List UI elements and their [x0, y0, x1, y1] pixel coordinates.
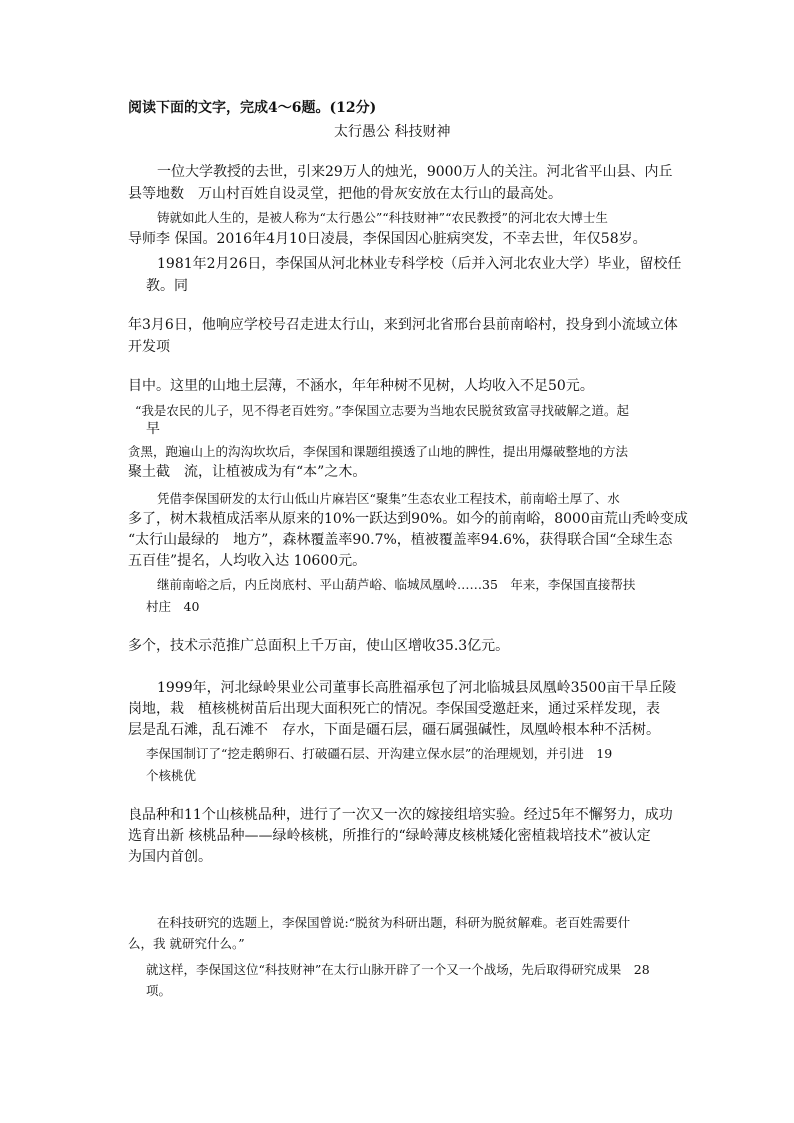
text-line: 为国内首创。: [128, 849, 212, 865]
text-line: 凭借李保国研发的太行山低山片麻岩区“聚集”生态农业工程技术，前南峪土厚了、水: [157, 491, 620, 506]
text-line: 在科技研究的选题上，李保国曾说:“脱贫为科研出题，科研为脱贫解难。老百姓需要什: [157, 915, 631, 930]
text-line: 开发项: [128, 339, 170, 355]
text-line: 个核桃优: [146, 768, 197, 783]
text-line: 么，我 就研究什么。”: [128, 936, 245, 951]
text-line: 李保国制订了“挖走鹅卵石、打破礓石层、开沟建立保水层”的治理规划，并引进 19: [146, 746, 613, 761]
text-line: 岗地，栽 植核桃树苗后出现大面积死亡的情况。李保国受邀赶来，通过采样发现，表: [128, 701, 660, 717]
text-line: 五百佳”提名，人均收入达 10600元。: [128, 553, 367, 569]
text-line: 目中。这里的山地土层薄，不涵水，年年种树不见树，人均收入不足50元。: [128, 378, 594, 394]
text-line: “太行山最绿的 地方”，森林覆盖率90.7%，植被覆盖率94.6%，获得联合国“全球生态: [128, 532, 673, 548]
text-line: 良品种和11个山核桃品种，进行了一次又一次的嫁接组培实验。经过5年不懈努力，成功: [128, 807, 673, 823]
text-line: 贪黑，跑遍山上的沟沟坎坎后，李保国和课题组摸透了山地的脾性，提出用爆破整地的方法: [128, 444, 629, 459]
text-line: 多个，技术示范推广总面积上千万亩，使山区增收35.3亿元。: [128, 638, 510, 654]
text-line: 多了，树木栽植成活率从原来的10%一跃达到90%。如今的前南峪，8000亩荒山秃岭变成: [128, 511, 688, 527]
text-line: “我是农民的儿子，见不得老百姓穷。”李保国立志要为当地农民脱贫致富寻找破解之道。起: [135, 403, 630, 418]
article-title: 太行愚公 科技财神: [334, 124, 451, 140]
text-line: 聚土截 流，让植被成为有“本”之木。: [128, 464, 367, 480]
text-line: 1981年2月26日，李保国从河北林业专科学校（后并入河北农业大学）毕业，留校任: [157, 256, 682, 272]
text-line: 导师李 保国。2016年4月10日凌晨，李保国因心脏病突发，不幸去世，年仅58岁。: [128, 231, 647, 247]
question-instruction: 阅读下面的文字，完成4～6题。(12分): [128, 100, 377, 116]
text-line: 项。: [146, 983, 172, 998]
text-line: 就这样，李保国这位“科技财神”在太行山脉开辟了一个又一个战场，先后取得研究成果 28: [146, 962, 650, 977]
text-line: 一位大学教授的去世，引来29万人的烛光，9000万人的关注。河北省平山县、内丘: [157, 164, 673, 180]
text-line: 年3月6日，他响应学校号召走进太行山，来到河北省邢台县前南峪村，投身到小流域立体: [128, 317, 678, 333]
text-line: 继前南峪之后，内丘岗底村、平山葫芦峪、临城凤凰岭……35 年来，李保国直接帮扶: [157, 577, 636, 592]
text-line: 早: [146, 421, 160, 437]
text-line: 层是乱石滩，乱石滩不 存水，下面是礓石层，礓石属强碱性，凤凰岭根本种不活树。: [128, 722, 660, 738]
text-line: 选育出新 核桃品种——绿岭核桃，所推行的“绿岭薄皮核桃矮化密植栽培技术”被认定: [128, 828, 651, 844]
text-line: 教。同: [146, 278, 188, 294]
text-line: 村庄 40: [146, 599, 200, 614]
text-line: 铸就如此人生的，是被人称为“太行愚公”“科技财神”“农民教授”的河北农大博士生: [157, 210, 608, 225]
text-line: 1999年，河北绿岭果业公司董事长高胜福承包了河北临城县凤凰岭3500亩干旱丘陵: [157, 680, 677, 696]
text-line: 县等地数 万山村百姓自设灵堂，把他的骨灰安放在太行山的最高处。: [128, 186, 562, 202]
